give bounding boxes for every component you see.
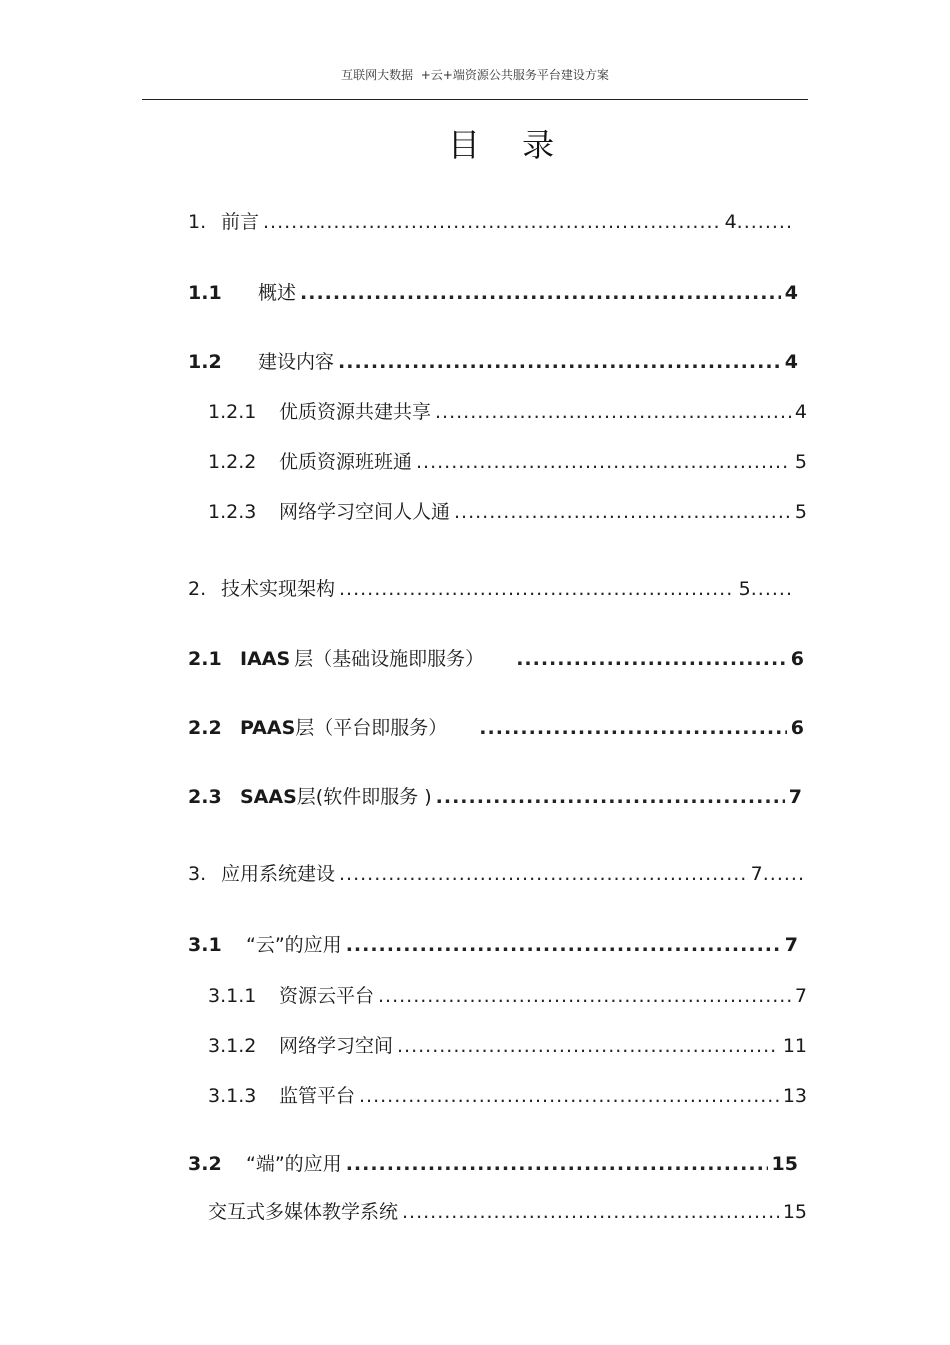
toc-entry-number: 3.1.2 [208, 1035, 257, 1057]
toc-entry-number: 1.2.1 [208, 401, 257, 423]
toc-entry-2[interactable] [188, 577, 793, 601]
toc-entry-label: 技术实现架构 [221, 578, 336, 600]
toc-entry-label: “云”的应用 [246, 934, 342, 956]
toc-entry-page: 5 [794, 451, 807, 473]
toc-entry-page: 5 [794, 501, 807, 523]
toc-entry-label: 层（基础设施即服务） [294, 648, 485, 670]
toc-entry-label: 资源云平台 [279, 985, 375, 1007]
toc-trailing-dots: ...... [750, 578, 793, 600]
toc-entry-page: 7 [750, 863, 763, 885]
toc-entry-label: 网络学习空间 [279, 1035, 394, 1057]
toc-entry-3-1-3[interactable] [208, 1084, 807, 1108]
toc-entry-1-2-1[interactable] [208, 400, 807, 424]
toc-entry-page: 6 [790, 717, 804, 739]
toc-dot-leader [436, 785, 785, 809]
toc-entry-number: 1.2.3 [208, 501, 257, 523]
toc-entry-page: 7 [794, 985, 807, 1007]
toc-entry-label-strong: SAAS [240, 786, 297, 808]
toc-dot-leader [346, 1152, 768, 1176]
toc-entry-label-strong: IAAS [240, 648, 291, 670]
toc-entry-label: 应用系统建设 [221, 863, 336, 885]
toc-entry-3-1[interactable] [188, 933, 798, 957]
toc-entry-page: 4 [784, 351, 798, 373]
toc-entry-1-1[interactable] [188, 281, 798, 305]
toc-entry-page: 4 [724, 211, 737, 233]
toc-entry-number: 3.2 [188, 1153, 222, 1175]
toc-entry-label: 前言 [221, 211, 260, 233]
toc-entry-2-3[interactable] [188, 785, 802, 809]
toc-entry-number: 3. [188, 863, 207, 885]
toc-entry-page: 5 [738, 578, 751, 600]
toc-dot-leader [402, 1200, 779, 1224]
toc-entry-page: 6 [790, 648, 804, 670]
toc-entry-label: 层(软件即服务 ) [296, 786, 432, 808]
toc-dot-leader [397, 1034, 779, 1058]
toc-entry-page: 4 [784, 282, 798, 304]
toc-entry-number: 2. [188, 578, 207, 600]
toc-dot-leader [516, 647, 787, 671]
toc-entry-number: 1.2.2 [208, 451, 257, 473]
toc-entry-page: 11 [782, 1035, 807, 1057]
toc-dot-leader [346, 933, 781, 957]
toc-entry-page: 15 [782, 1201, 807, 1223]
toc-entry-2-1[interactable] [188, 647, 804, 671]
toc-entry-page: 15 [771, 1153, 798, 1175]
toc-entry-label: 网络学习空间人人通 [279, 501, 451, 523]
toc-entry-page: 4 [794, 401, 807, 423]
toc-entry-label-strong: PAAS [240, 717, 296, 739]
toc-entry-number: 3.1.3 [208, 1085, 257, 1107]
toc-entry-label: 优质资源共建共享 [279, 401, 432, 423]
toc-dot-leader [435, 400, 791, 424]
toc-dot-leader [378, 984, 791, 1008]
toc-dot-leader [454, 500, 791, 524]
toc-entry-3-1-1[interactable] [208, 984, 807, 1008]
toc-dot-leader [338, 350, 781, 374]
toc-title: 目 录 [447, 126, 571, 164]
toc-dot-leader [479, 716, 786, 740]
toc-entry-number: 1.2 [188, 351, 222, 373]
toc-dot-leader [359, 1084, 779, 1108]
toc-dot-leader [416, 450, 791, 474]
toc-entry-page: 13 [782, 1085, 807, 1107]
header-rule [142, 99, 808, 100]
toc-entry-number: 1. [188, 211, 207, 233]
toc-entry-3[interactable] [188, 862, 805, 886]
toc-entry-number: 2.3 [188, 786, 222, 808]
toc-entry-page: 7 [788, 786, 802, 808]
running-header: 互联网大数据 +云+端资源公共服务平台建设方案 [341, 68, 609, 82]
toc-entry-multimedia-system[interactable] [208, 1200, 807, 1224]
toc-trailing-dots: ...... [762, 863, 805, 885]
toc-entry-page: 7 [784, 934, 798, 956]
toc-entry-1[interactable] [188, 210, 793, 234]
toc-entry-number: 3.1 [188, 934, 222, 956]
toc-dot-leader [300, 281, 781, 305]
toc-entry-3-2[interactable] [188, 1152, 798, 1176]
toc-dot-leader [263, 210, 721, 234]
toc-entry-label: 概述 [258, 282, 297, 304]
toc-entry-label: 层（平台即服务） [295, 717, 448, 739]
toc-entry-1-2-2[interactable] [208, 450, 807, 474]
toc-entry-label: 建设内容 [258, 351, 335, 373]
toc-entry-label: 监管平台 [279, 1085, 356, 1107]
toc-entry-3-1-2[interactable] [208, 1034, 807, 1058]
toc-entry-number: 1.1 [188, 282, 222, 304]
toc-entry-label: “端”的应用 [246, 1153, 342, 1175]
toc-trailing-dots: ........ [736, 211, 793, 233]
toc-entry-1-2[interactable] [188, 350, 798, 374]
toc-entry-number: 2.1 [188, 648, 222, 670]
toc-entry-number: 3.1.1 [208, 985, 257, 1007]
toc-dot-leader [339, 577, 735, 601]
toc-dot-leader [339, 862, 747, 886]
toc-entry-label: 优质资源班班通 [279, 451, 413, 473]
toc-entry-1-2-3[interactable] [208, 500, 807, 524]
toc-entry-2-2[interactable] [188, 716, 804, 740]
toc-entry-label: 交互式多媒体教学系统 [208, 1201, 399, 1223]
toc-entry-number: 2.2 [188, 717, 222, 739]
